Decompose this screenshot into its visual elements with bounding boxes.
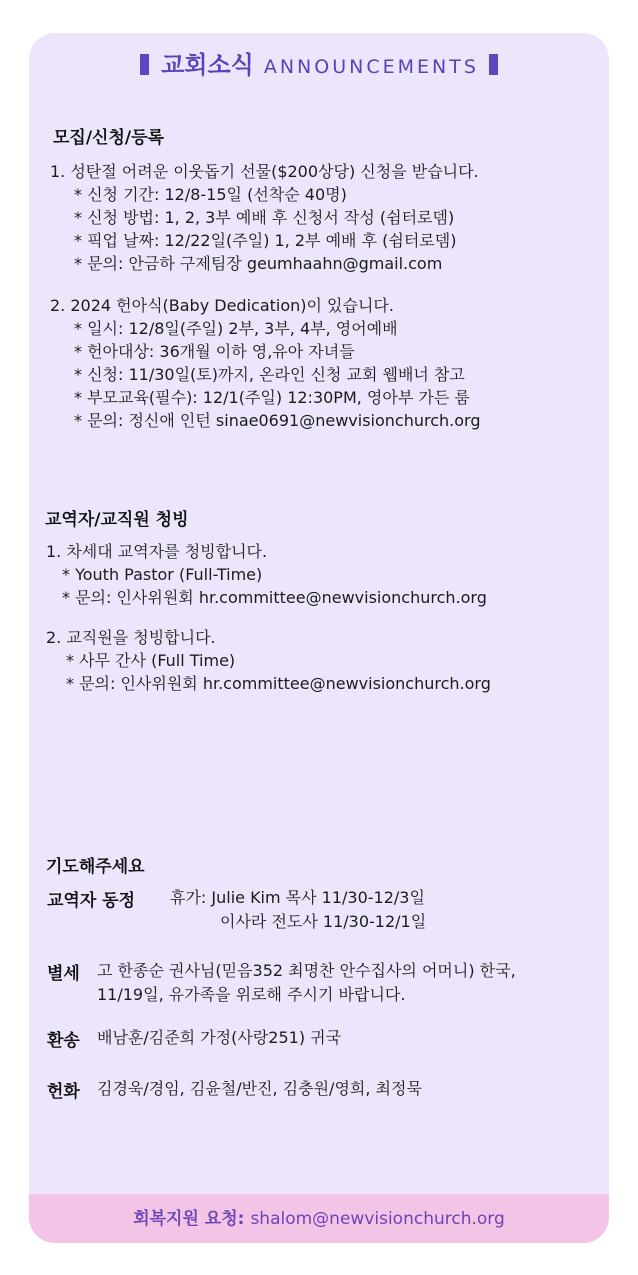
staff-section-title: 교역자/교직원 청빙 — [45, 510, 189, 530]
recruit-item-1-line: * 문의: 안금하 구제팀장 geumhaahn@gmail.com — [74, 254, 443, 273]
prayer-passing-line-1: 고 한종순 권사님(믿음352 최명찬 안수집사의 어머니) 한국, — [97, 961, 516, 980]
staff-item-2-heading: 2. 교직원을 청빙합니다. — [46, 628, 216, 647]
prayer-pastor-text — [170, 886, 426, 934]
staff-item-1-line: * 문의: 인사위원회 hr.committee@newvisionchurch.org — [62, 588, 487, 607]
staff-item-2 — [46, 626, 491, 695]
prayer-return-text: 배남훈/김준희 가정(사랑251) 귀국 — [97, 1028, 342, 1047]
prayer-return-label: 환송 — [47, 1031, 80, 1051]
recruit-item-2-line: * 신청: 11/30일(토)까지, 온라인 신청 교회 웹배너 참고 — [74, 365, 465, 384]
prayer-passing-line-2: 11/19일, 유가족을 위로해 주시기 바랍니다. — [97, 985, 406, 1004]
recruit-section-title: 모집/신청/등록 — [53, 128, 164, 148]
staff-item-1-line: * Youth Pastor (Full-Time) — [62, 565, 263, 584]
staff-item-1-heading: 1. 차세대 교역자를 청빙합니다. — [46, 542, 268, 561]
staff-item-2-line: * 사무 간사 (Full Time) — [66, 651, 236, 670]
prayer-pastor-line-2: 이사라 전도사 11/30-12/1일 — [220, 912, 427, 931]
header-left-bar — [140, 54, 149, 75]
recruit-item-1-line: * 픽업 날짜: 12/22일(주일) 1, 2부 예배 후 (쉼터로뎀) — [74, 231, 457, 250]
staff-item-2-line: * 문의: 인사위원회 hr.committee@newvisionchurch.org — [66, 674, 491, 693]
recruit-item-2-heading: 2. 2024 헌아식(Baby Dedication)이 있습니다. — [50, 296, 394, 315]
recruit-item-2-line: * 문의: 정신애 인턴 sinae0691@newvisionchurch.org — [74, 411, 481, 430]
header-right-bar — [489, 54, 498, 75]
prayer-pastor-label: 교역자 동정 — [47, 891, 136, 911]
header-title-korean: 교회소식 — [161, 51, 254, 79]
prayer-pastor-line-1: 휴가: Julie Kim 목사 11/30-12/3일 — [170, 888, 425, 907]
recruit-item-2-line: * 일시: 12/8일(주일) 2부, 3부, 4부, 영어예배 — [74, 319, 398, 338]
header-title-english: ANNOUNCEMENTS — [263, 56, 479, 78]
footer-label: 회복지원 요청: — [133, 1209, 245, 1229]
prayer-donation-text: 김경욱/경임, 김윤철/반진, 김충원/영희, 최정묵 — [97, 1079, 422, 1098]
footer-email-link[interactable]: shalom@newvisionchurch.org — [250, 1209, 505, 1229]
recruit-item-1-line: * 신청 기간: 12/8-15일 (선착순 40명) — [74, 185, 347, 204]
prayer-passing-label: 별세 — [47, 964, 80, 984]
prayer-passing-text — [97, 959, 516, 1007]
announcements-header — [29, 45, 609, 80]
announcements-card — [29, 33, 609, 1243]
recruit-item-2-line: * 헌아대상: 36개월 이하 영,유아 자녀들 — [74, 342, 355, 361]
recruit-item-1 — [50, 160, 479, 275]
recruit-item-1-line: * 신청 방법: 1, 2, 3부 예배 후 신청서 작성 (쉼터로뎀) — [74, 208, 455, 227]
staff-item-1 — [46, 540, 487, 609]
recruit-item-2 — [50, 294, 480, 432]
recruit-item-2-line: * 부모교육(필수): 12/1(주일) 12:30PM, 영아부 가든 룸 — [74, 388, 470, 407]
recruit-item-1-heading: 1. 성탄절 어려운 이웃돕기 선물($200상당) 신청을 받습니다. — [50, 162, 479, 181]
prayer-donation-label: 헌화 — [47, 1082, 80, 1102]
prayer-section-title: 기도해주세요 — [46, 857, 145, 877]
recovery-support-footer — [29, 1194, 609, 1243]
